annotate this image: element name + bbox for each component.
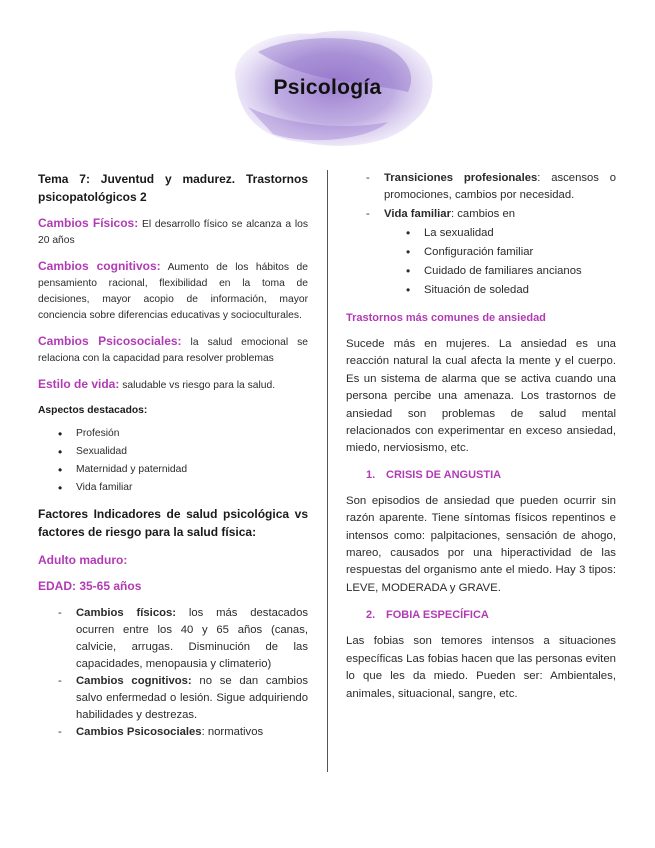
list-item (38, 673, 308, 724)
column-divider (327, 170, 328, 772)
list-item (38, 724, 308, 741)
crisis-text: Son episodios de ansiedad que pueden ocurrir sin razón aparente. Tiene síntomas físicos repentinos e intensos como: palpitaciones, sensación de ahogo, mareo, causados por una hiperactividad de las respuestas del organismo ante el miedo. Hay 3 tipos: LEVE, MODERADA y GRAVE. (346, 494, 616, 594)
page-title: Psicología (273, 76, 382, 99)
cambios-fisicos (38, 215, 308, 249)
fobia-text: Las fobias son temores intensos a situaciones específicas Las fobias hacen que las personas eviten lo que les da miedo. Pueden ser: Ambientales, animales, situacional, sangre, etc. (346, 635, 616, 700)
continuacion-list (346, 170, 616, 223)
cambios-psicosociales-text: la salud emocional se relaciona con la capacidad para resolver problemas (38, 337, 308, 364)
cambios-cognitivos-label: Cambios cognitivos: (38, 259, 161, 273)
list-item (38, 605, 308, 673)
fobia-title: FOBIA ESPECÍFICA (386, 609, 489, 622)
cambio-label: Cambios físicos: (76, 607, 177, 619)
cambios-list (38, 605, 308, 741)
estilo-vida-label: Estilo de vida: (38, 377, 120, 391)
trastornos-heading: Trastornos más comunes de ansiedad (346, 312, 546, 324)
list-item (346, 206, 616, 223)
transiciones-text: : ascensos o promociones, cambios por necesidad. (384, 172, 616, 201)
list-item: • Situación de soledad (346, 281, 616, 300)
list-item: • Vida familiar (38, 479, 308, 497)
aspectos-title: Aspectos destacados: (38, 405, 148, 416)
trastornos-text: Sucede más en mujeres. La ansiedad es una reacción natural la cual afecta la mente y el cuerpo. Es un sistema de alarma que se activa cuando una persona percibe una amenaza. Los trastornos de ansiedad son problemas de salud mental relacionados con experimentar en exceso ansiedad, miedo, nerviosismo, etc. (346, 338, 616, 455)
tema-heading: Tema 7: Juventud y madurez. Trastornos psicopatológicos 2 (38, 172, 308, 204)
adulto-heading: Adulto maduro: (38, 553, 128, 567)
list-item: • La sexualidad (346, 224, 616, 243)
list-item: • Sexualidad (38, 443, 308, 461)
crisis-heading (346, 466, 616, 484)
vida-familiar-label: Vida familiar (384, 208, 451, 220)
list-item: • Cuidado de familiares ancianos (346, 262, 616, 281)
edad-heading: EDAD: 35-65 años (38, 579, 142, 593)
cambio-text: no se dan cambios salvo enfermedad o lesión. Sigue adquiriendo habilidades y destrezas. (76, 675, 309, 721)
list-item: • Profesión (38, 425, 308, 443)
list-item: • Maternidad y paternidad (38, 461, 308, 479)
estilo-vida (38, 376, 308, 394)
estilo-vida-text: saludable vs riesgo para la salud. (122, 380, 276, 391)
crisis-number: 1. (366, 468, 376, 481)
crisis-title: CRISIS DE ANGUSTIA (386, 468, 502, 481)
cambios-psicosociales-label: Cambios Psicosociales: (38, 334, 182, 348)
cambios-fisicos-text: El desarrollo físico se alcanza a los 20 años (38, 219, 308, 246)
aspectos-list (38, 425, 308, 497)
cambios-fisicos-label: Cambios Físicos: (38, 216, 139, 230)
left-column (38, 170, 308, 741)
vida-familiar-text: : cambios en (450, 208, 516, 220)
transiciones-label: Transiciones profesionales (384, 172, 538, 184)
cambios-psicosociales (38, 333, 308, 367)
right-column (346, 170, 616, 703)
vida-familiar-list (346, 224, 616, 300)
cambios-cognitivos (38, 258, 308, 324)
fobia-number: 2. (366, 609, 376, 622)
list-item (346, 170, 616, 204)
factores-heading: Factores Indicadores de salud psicológica vs factores de riesgo para la salud física: (38, 507, 308, 539)
cambio-label: Cambios cognitivos: (76, 675, 192, 687)
cambios-cognitivos-text: Aumento de los hábitos de pensamiento racional, flexibilidad en la toma de decisiones, mayor acopio de información, mayor conciencia sobre diferencias educativas y socioculturales. (38, 262, 308, 321)
cambio-text: los más destacados ocurren entre los 40 y 65 años (canas, calvicie, arrugas. Disminución de las capacidades, menopausia y climaterio) (76, 607, 309, 670)
list-item: • Configuración familiar (346, 243, 616, 262)
cambio-text: : normativos (201, 726, 264, 738)
fobia-heading (346, 606, 616, 624)
cambio-label: Cambios Psicosociales (76, 726, 202, 738)
